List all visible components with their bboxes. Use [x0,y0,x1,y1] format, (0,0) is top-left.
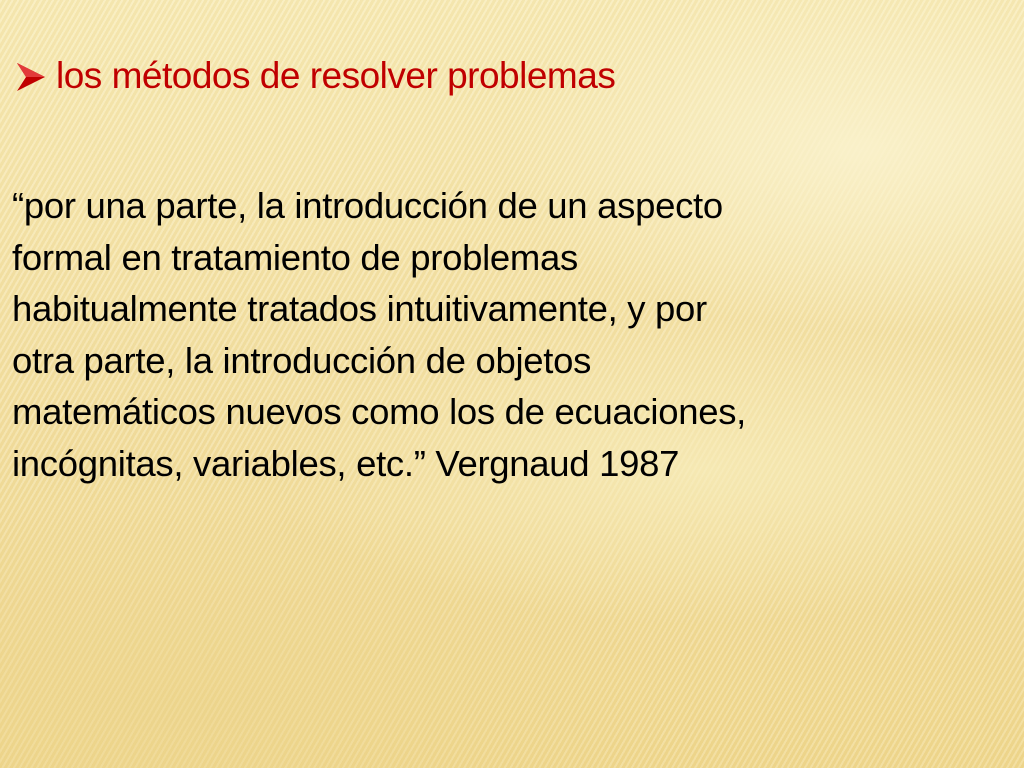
bullet-heading-text: los métodos de resolver problemas [56,55,616,96]
quote-line: incógnitas, variables, etc.” Vergnaud 1987 [12,442,680,484]
quote-paragraph [12,180,1012,489]
bullet-heading [14,52,615,100]
quote-line: “por una parte, la introducción de un aspecto [12,185,723,226]
quote-line: formal en tratamiento de problemas [12,236,578,278]
quote-line: habitualmente tratados intuitivamente, y por [12,288,707,329]
quote-line: otra parte, la introducción de objetos [12,339,592,381]
arrow-bullet-icon [14,52,56,100]
quote-line: matemáticos nuevos como los de ecuaciones, [12,391,747,432]
